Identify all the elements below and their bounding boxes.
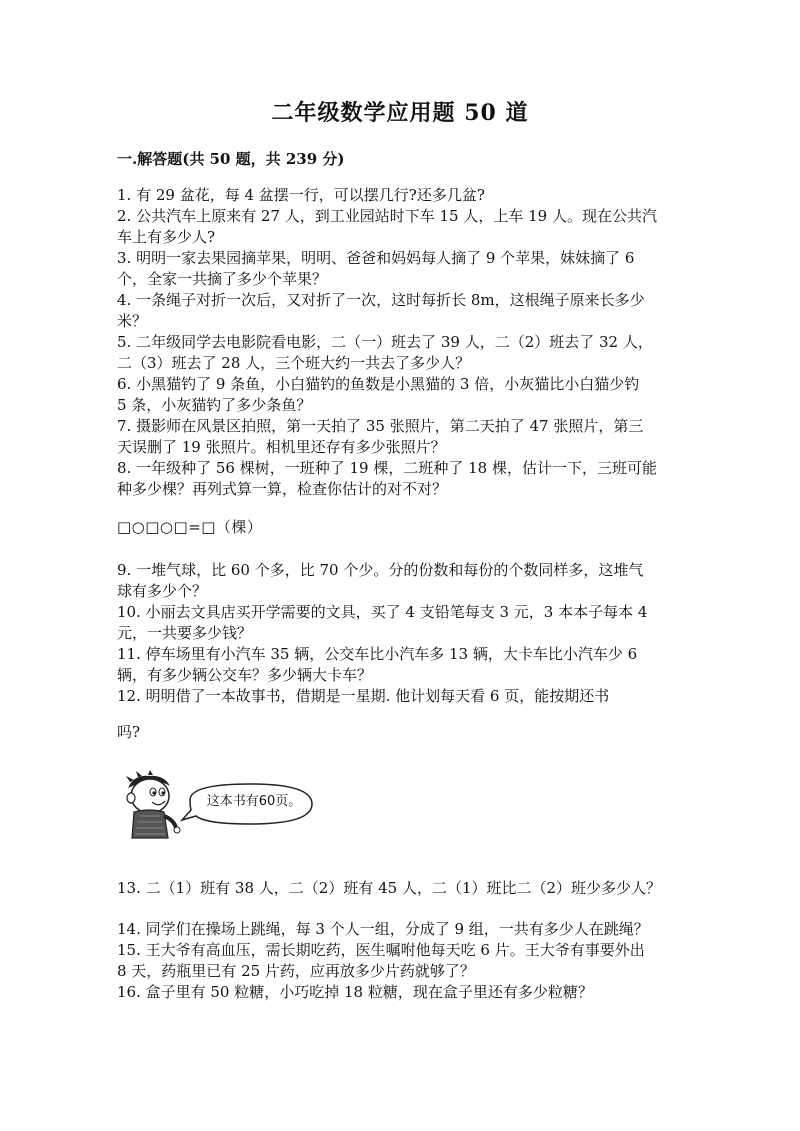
question-6-line-2: 5 条，小灰猫钓了多少条鱼？ <box>117 396 312 414</box>
question-block-4 <box>117 919 687 1003</box>
question-8-line-2: 种多少棵？再列式算一算，检查你估计的对不对？ <box>117 480 448 498</box>
question-15-line-1: 15. 王大爷有高血压，需长期吃药，医生嘱咐他每天吃 6 片。王大爷有事要外出 <box>117 941 645 959</box>
question-7-line-1: 7. 摄影师在风景区拍照，第一天拍了 35 张照片，第二天拍了 47 张照片，第三 <box>117 417 644 435</box>
question-8-formula-block <box>117 517 687 538</box>
question-8-line-1: 8. 一年级种了 56 棵树，一班种了 19 棵，二班种了 18 棵，估计一下，三班可能 <box>117 459 657 477</box>
question-3-line-1: 3. 明明一家去果园摘苹果，明明、爸爸和妈妈每人摘了 9 个苹果，妹妹摘了 6 <box>117 249 635 267</box>
question-16: 16. 盒子里有 50 粒糖，小巧吃掉 18 粒糖，现在盒子里还有多少粒糖？ <box>117 983 593 1001</box>
speech-bubble-text: 这本书有60页。 <box>206 794 302 809</box>
question-15-line-2: 8 天，药瓶里已有 25 片药，应再放多少片药就够了？ <box>117 962 475 980</box>
question-14: 14. 同学们在操场上跳绳，每 3 个人一组，分成了 9 组，一共有多少人在跳绳？ <box>117 920 649 938</box>
boy-speech-illustration <box>120 770 320 840</box>
question-13: 13. 二（1）班有 38 人，二（2）班有 45 人，二（1）班比二（2）班少多少人？ <box>117 879 662 897</box>
question-5-line-1: 5. 二年级同学去电影院看电影，二（一）班去了 39 人，二（2）班去了 32 人， <box>117 333 653 351</box>
question-6-line-1: 6. 小黑猫钓了 9 条鱼，小白猫钓的鱼数是小黑猫的 3 倍，小灰猫比小白猫少钓 <box>117 375 640 393</box>
question-11-line-1: 11. 停车场里有小汽车 35 辆，公交车比小汽车多 13 辆，大卡车比小汽车少 6 <box>117 645 638 663</box>
question-10-line-2: 元，一共要多少钱？ <box>117 624 253 642</box>
question-2-line-1: 2. 公共汽车上原来有 27 人，到工业园站时下车 15 人，上车 19 人。现在公共汽 <box>117 207 657 225</box>
question-4-line-2: 米？ <box>117 312 148 330</box>
question-2-line-2: 车上有多少人? <box>117 228 216 246</box>
question-12-line-2: 吗? <box>117 723 141 741</box>
page-title: 二年级数学应用题 50 道 <box>271 100 529 126</box>
question-12-continuation <box>117 722 687 743</box>
question-1: 1. 有 29 盆花，每 4 盆摆一行，可以摆几行?还多几盆? <box>117 186 485 204</box>
question-12-line-1: 12. 明明借了一本故事书，借期是一星期. 他计划每天看 6 页，能按期还书 <box>117 687 610 705</box>
question-3-line-2: 个，全家一共摘了多少个苹果？ <box>117 270 328 288</box>
question-11-line-2: 辆，有多少辆公交车？多少辆大卡车？ <box>117 666 373 684</box>
question-9-line-2: 球有多少个？ <box>117 582 208 600</box>
question-7-line-2: 天误删了 19 张照片。相机里还存有多少张照片？ <box>117 438 446 456</box>
question-block-1 <box>117 185 687 500</box>
question-block-3 <box>117 878 687 899</box>
question-9-line-1: 9. 一堆气球，比 60 个多，比 70 个少。分的份数和每份的个数同样多，这堆气 <box>117 561 644 579</box>
section-heading: 一.解答题(共 50 题，共 239 分) <box>117 150 345 168</box>
question-block-2 <box>117 560 687 707</box>
question-4-line-1: 4. 一条绳子对折一次后，又对折了一次，这时每折长 8m，这根绳子原来长多少 <box>117 291 645 309</box>
question-8-formula: □○□○□=□（棵） <box>117 518 263 536</box>
question-5-line-2: 二（3）班去了 28 人，三个班大约一共去了多少人？ <box>117 354 471 372</box>
question-10-line-1: 10. 小丽去文具店买开学需要的文具，买了 4 支铅笔每支 3 元，3 本本子每本 4 <box>117 603 648 621</box>
